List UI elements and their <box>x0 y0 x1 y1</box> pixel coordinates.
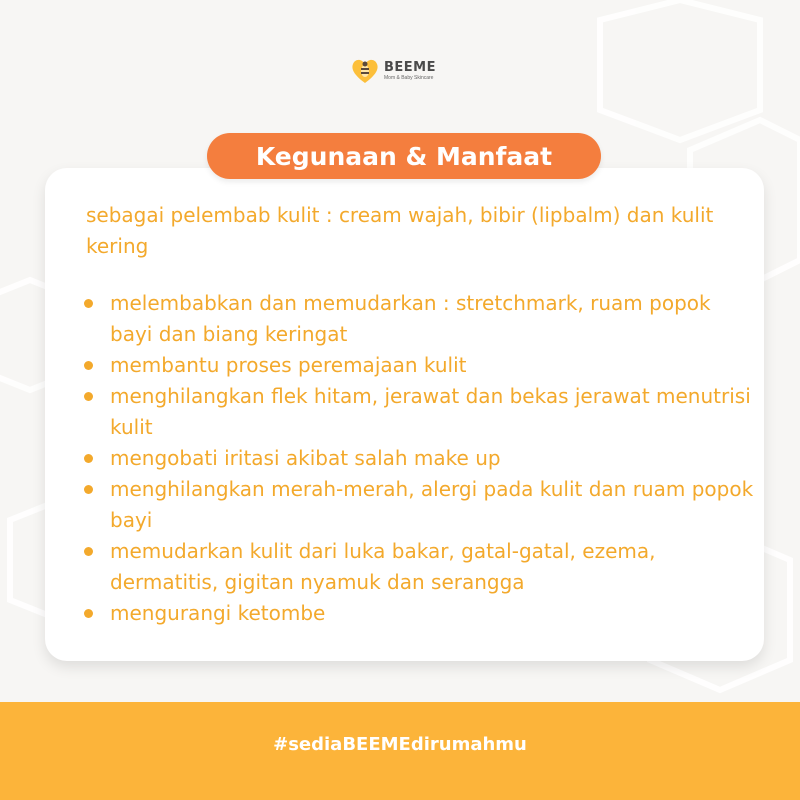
bee-heart-icon <box>350 56 380 86</box>
brand-tagline: Mom & Baby Skincare <box>384 75 434 81</box>
brand-name: BEEME <box>384 60 436 75</box>
section-title: Kegunaan & Manfaat <box>207 133 601 179</box>
bullet-dot-icon <box>84 392 93 401</box>
bullet-dot-icon <box>84 361 93 370</box>
list-item: melembabkan dan memudarkan : stretchmark, ruam popok bayi dan biang keringat <box>86 288 758 350</box>
bullet-dot-icon <box>84 454 93 463</box>
benefits-list <box>86 288 758 629</box>
list-item: memudarkan kulit dari luka bakar, gatal-gatal, ezema, dermatitis, gigitan nyamuk dan serangga <box>86 536 758 598</box>
bullet-dot-icon <box>84 299 93 308</box>
bullet-dot-icon <box>84 547 93 556</box>
content-body <box>86 200 758 629</box>
list-item: mengobati iritasi akibat salah make up <box>86 443 758 474</box>
list-item: mengurangi ketombe <box>86 598 758 629</box>
list-item: menghilangkan merah-merah, alergi pada kulit dan ruam popok bayi <box>86 474 758 536</box>
footer-hashtag: #sediaBEEMEdirumahmu <box>273 734 527 755</box>
list-item: menghilangkan flek hitam, jerawat dan bekas jerawat menutrisi kulit <box>86 381 758 443</box>
intro-text: sebagai pelembab kulit : cream wajah, bibir (lipbalm) dan kulit kering <box>86 203 714 258</box>
brand-logo <box>350 56 436 86</box>
bullet-dot-icon <box>84 485 93 494</box>
list-item: membantu proses peremajaan kulit <box>86 350 758 381</box>
bullet-dot-icon <box>84 609 93 618</box>
